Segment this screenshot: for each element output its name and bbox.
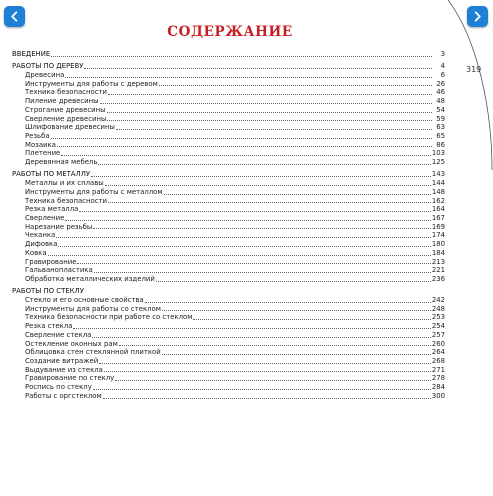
toc-entry-page: 221 <box>431 266 445 275</box>
toc-entry-page: 236 <box>431 274 445 283</box>
toc-item[interactable] <box>12 71 445 80</box>
dot-leader <box>94 272 431 273</box>
dot-leader <box>99 363 431 364</box>
toc-entry-page: 268 <box>431 356 445 365</box>
dot-leader <box>48 255 431 256</box>
dot-leader <box>162 310 431 311</box>
toc-entry-title: Обработка металлических изделий <box>25 274 155 283</box>
toc-item[interactable] <box>12 223 445 232</box>
toc-entry-title: Пиление древесины <box>25 97 99 106</box>
toc-section <box>12 62 445 167</box>
table-of-contents <box>12 50 445 404</box>
dot-leader <box>91 176 431 177</box>
toc-entry-title: Ковка <box>25 248 47 257</box>
toc-item[interactable] <box>12 258 445 267</box>
toc-entry-page: 284 <box>431 383 445 392</box>
toc-item[interactable] <box>12 340 445 349</box>
toc-entry-title: Техника безопасности <box>25 88 107 97</box>
toc-item[interactable] <box>12 313 445 322</box>
toc-entry-title: Древесина <box>25 70 65 79</box>
toc-entry-title: Сверление стекла <box>25 330 92 339</box>
page-number: 319 <box>466 65 482 74</box>
toc-entry-title: Резьба <box>25 131 50 140</box>
dot-leader <box>107 112 432 113</box>
toc-entry-page: 4 <box>440 62 445 71</box>
toc-item[interactable] <box>12 80 445 89</box>
dot-leader <box>107 120 432 121</box>
toc-item[interactable] <box>12 392 445 401</box>
toc-item[interactable] <box>12 115 445 124</box>
toc-entry-page: 125 <box>431 158 445 167</box>
toc-entry-title: Деревянная мебель <box>25 158 98 167</box>
toc-item[interactable] <box>12 97 445 106</box>
toc-entry-title: Выдувание из стекла <box>25 365 103 374</box>
toc-section-heading[interactable] <box>12 287 445 296</box>
toc-item[interactable] <box>12 123 445 132</box>
toc-entry-page: 143 <box>431 170 445 179</box>
dot-leader <box>56 237 431 238</box>
toc-entry-page: 242 <box>431 295 445 304</box>
toc-entry-title: Стекло и его основные свойства <box>25 295 144 304</box>
dot-leader <box>79 211 431 212</box>
toc-item[interactable] <box>12 331 445 340</box>
toc-item[interactable] <box>12 348 445 357</box>
toc-entry-page: 184 <box>431 248 445 257</box>
dot-leader <box>193 319 430 320</box>
toc-entry-title: Инструменты для работы с деревом <box>25 79 158 88</box>
toc-entry-title: Инструменты для работы с металлом <box>25 187 163 196</box>
toc-entry-page: 59 <box>436 114 445 123</box>
toc-item[interactable] <box>12 357 445 366</box>
toc-item[interactable] <box>12 266 445 275</box>
toc-section <box>12 170 445 283</box>
dot-leader <box>100 103 432 104</box>
toc-item[interactable] <box>12 188 445 197</box>
dot-leader <box>104 371 431 372</box>
dot-leader <box>61 155 431 156</box>
toc-entry-page: 54 <box>436 105 445 114</box>
toc-entry-title: ВВЕДЕНИЕ <box>12 50 51 58</box>
toc-entry-page: 257 <box>431 330 445 339</box>
toc-item[interactable] <box>12 366 445 375</box>
dot-leader <box>51 56 432 57</box>
toc-section <box>12 50 445 59</box>
toc-entry-title: Техника безопасности <box>25 196 107 205</box>
toc-entry-page: 260 <box>431 339 445 348</box>
toc-entry-page: 162 <box>431 196 445 205</box>
toc-item[interactable] <box>12 158 445 167</box>
toc-entry-page: 86 <box>436 140 445 149</box>
chevron-left-icon <box>9 11 20 22</box>
toc-item[interactable] <box>12 383 445 392</box>
toc-entry-page: 167 <box>431 213 445 222</box>
dot-leader <box>159 85 432 86</box>
dot-leader <box>65 77 432 78</box>
toc-entry-title: Облицовка стен стеклянной плиткой <box>25 348 161 357</box>
toc-entry-title: Создание витражей <box>25 356 99 365</box>
toc-entry-page: 253 <box>431 313 445 322</box>
page-edge-curve <box>448 0 493 496</box>
toc-item[interactable] <box>12 179 445 188</box>
toc-entry-title: Резка металла <box>25 205 79 214</box>
dot-leader <box>145 302 431 303</box>
toc-item[interactable] <box>12 240 445 249</box>
toc-entry-title: Остекление оконных рам <box>25 339 118 348</box>
dot-leader <box>105 185 431 186</box>
toc-section-heading[interactable] <box>12 170 445 179</box>
toc-entry-page: 164 <box>431 205 445 214</box>
toc-entry-title: Сверление <box>25 213 65 222</box>
page-title: СОДЕРЖАНИЕ <box>167 24 293 40</box>
toc-item[interactable] <box>12 132 445 141</box>
toc-entry-title: Чеканка <box>25 231 56 240</box>
toc-item[interactable] <box>12 322 445 331</box>
toc-entry-title: Гальванопластика <box>25 266 93 275</box>
dot-leader <box>84 68 432 69</box>
toc-entry-title: Шлифование древесины <box>25 123 115 132</box>
toc-entry-page: 48 <box>436 97 445 106</box>
toc-entry-title: Нарезание резьбы <box>25 222 93 231</box>
toc-item[interactable] <box>12 88 445 97</box>
dot-leader <box>65 220 430 221</box>
toc-entry-title: Металлы и их сплавы <box>25 179 104 188</box>
dot-leader <box>92 337 430 338</box>
toc-item[interactable] <box>12 197 445 206</box>
toc-entry-page: 26 <box>436 79 445 88</box>
toc-item[interactable] <box>12 149 445 158</box>
toc-entry-page: 174 <box>431 231 445 240</box>
toc-entry-title: Плетение <box>25 149 61 158</box>
toc-entry-page: 6 <box>440 70 445 79</box>
toc-entry-title: РАБОТЫ ПО СТЕКЛУ <box>12 287 84 296</box>
toc-entry-title: РАБОТЫ ПО ДЕРЕВУ <box>12 62 84 71</box>
dot-leader <box>98 164 430 165</box>
toc-entry-title: Резка стекла <box>25 322 73 331</box>
dot-leader <box>93 228 430 229</box>
toc-item[interactable] <box>12 374 445 383</box>
toc-entry-page: 180 <box>431 240 445 249</box>
toc-entry-page: 46 <box>436 88 445 97</box>
dot-leader <box>93 389 431 390</box>
toc-entry-title: РАБОТЫ ПО МЕТАЛЛУ <box>12 170 91 179</box>
toc-entry-title: Инструменты для работы со стеклом <box>25 304 161 313</box>
dot-leader <box>108 94 432 95</box>
toc-entry-title: Гравирование <box>25 257 77 266</box>
toc-entry-page: 278 <box>431 374 445 383</box>
dot-leader <box>51 138 432 139</box>
toc-item[interactable] <box>12 141 445 150</box>
toc-entry-title: Техника безопасности при работе со стеклом <box>25 313 193 322</box>
dot-leader <box>164 194 431 195</box>
toc-item[interactable] <box>12 249 445 258</box>
toc-entry-title: Сверление древесины <box>25 114 107 123</box>
toc-entry-title: Мозаика <box>25 140 56 149</box>
toc-entry-page: 264 <box>431 348 445 357</box>
dot-leader <box>115 380 431 381</box>
toc-entry-title: Гравирование по стеклу <box>25 374 115 383</box>
toc-entry-page: 248 <box>431 304 445 313</box>
dot-leader <box>103 398 431 399</box>
dot-leader <box>58 246 430 247</box>
toc-section <box>12 287 445 400</box>
toc-entry-page: 169 <box>431 222 445 231</box>
toc-item[interactable] <box>12 231 445 240</box>
toc-section-heading[interactable] <box>12 62 445 71</box>
toc-entry-page: 103 <box>431 149 445 158</box>
toc-entry-page: 300 <box>431 391 445 400</box>
toc-item[interactable] <box>12 205 445 214</box>
toc-entry-page: 271 <box>431 365 445 374</box>
dot-leader <box>156 281 431 282</box>
toc-item[interactable] <box>12 305 445 314</box>
dot-leader <box>116 129 432 130</box>
toc-item[interactable] <box>12 296 445 305</box>
dot-leader <box>108 202 431 203</box>
dot-leader <box>57 146 432 147</box>
dot-leader <box>73 328 430 329</box>
toc-entry-page: 148 <box>431 187 445 196</box>
toc-item[interactable] <box>12 106 445 115</box>
toc-entry-page: 65 <box>436 131 445 140</box>
toc-item[interactable] <box>12 214 445 223</box>
toc-item[interactable] <box>12 275 445 284</box>
toc-section-heading[interactable] <box>12 50 445 59</box>
toc-entry-title: Строгание древесины <box>25 105 106 114</box>
toc-entry-page: 254 <box>431 322 445 331</box>
dot-leader <box>162 354 431 355</box>
toc-entry-page: 63 <box>436 123 445 132</box>
dot-leader <box>77 263 430 264</box>
toc-entry-title: Роспись по стеклу <box>25 383 92 392</box>
dot-leader <box>119 345 431 346</box>
toc-entry-page: 213 <box>431 257 445 266</box>
toc-entry-title: Дифовка <box>25 240 58 249</box>
toc-entry-page: 3 <box>440 50 445 58</box>
toc-entry-title: Работы с оргстеклом <box>25 391 102 400</box>
toc-entry-page: 144 <box>431 179 445 188</box>
